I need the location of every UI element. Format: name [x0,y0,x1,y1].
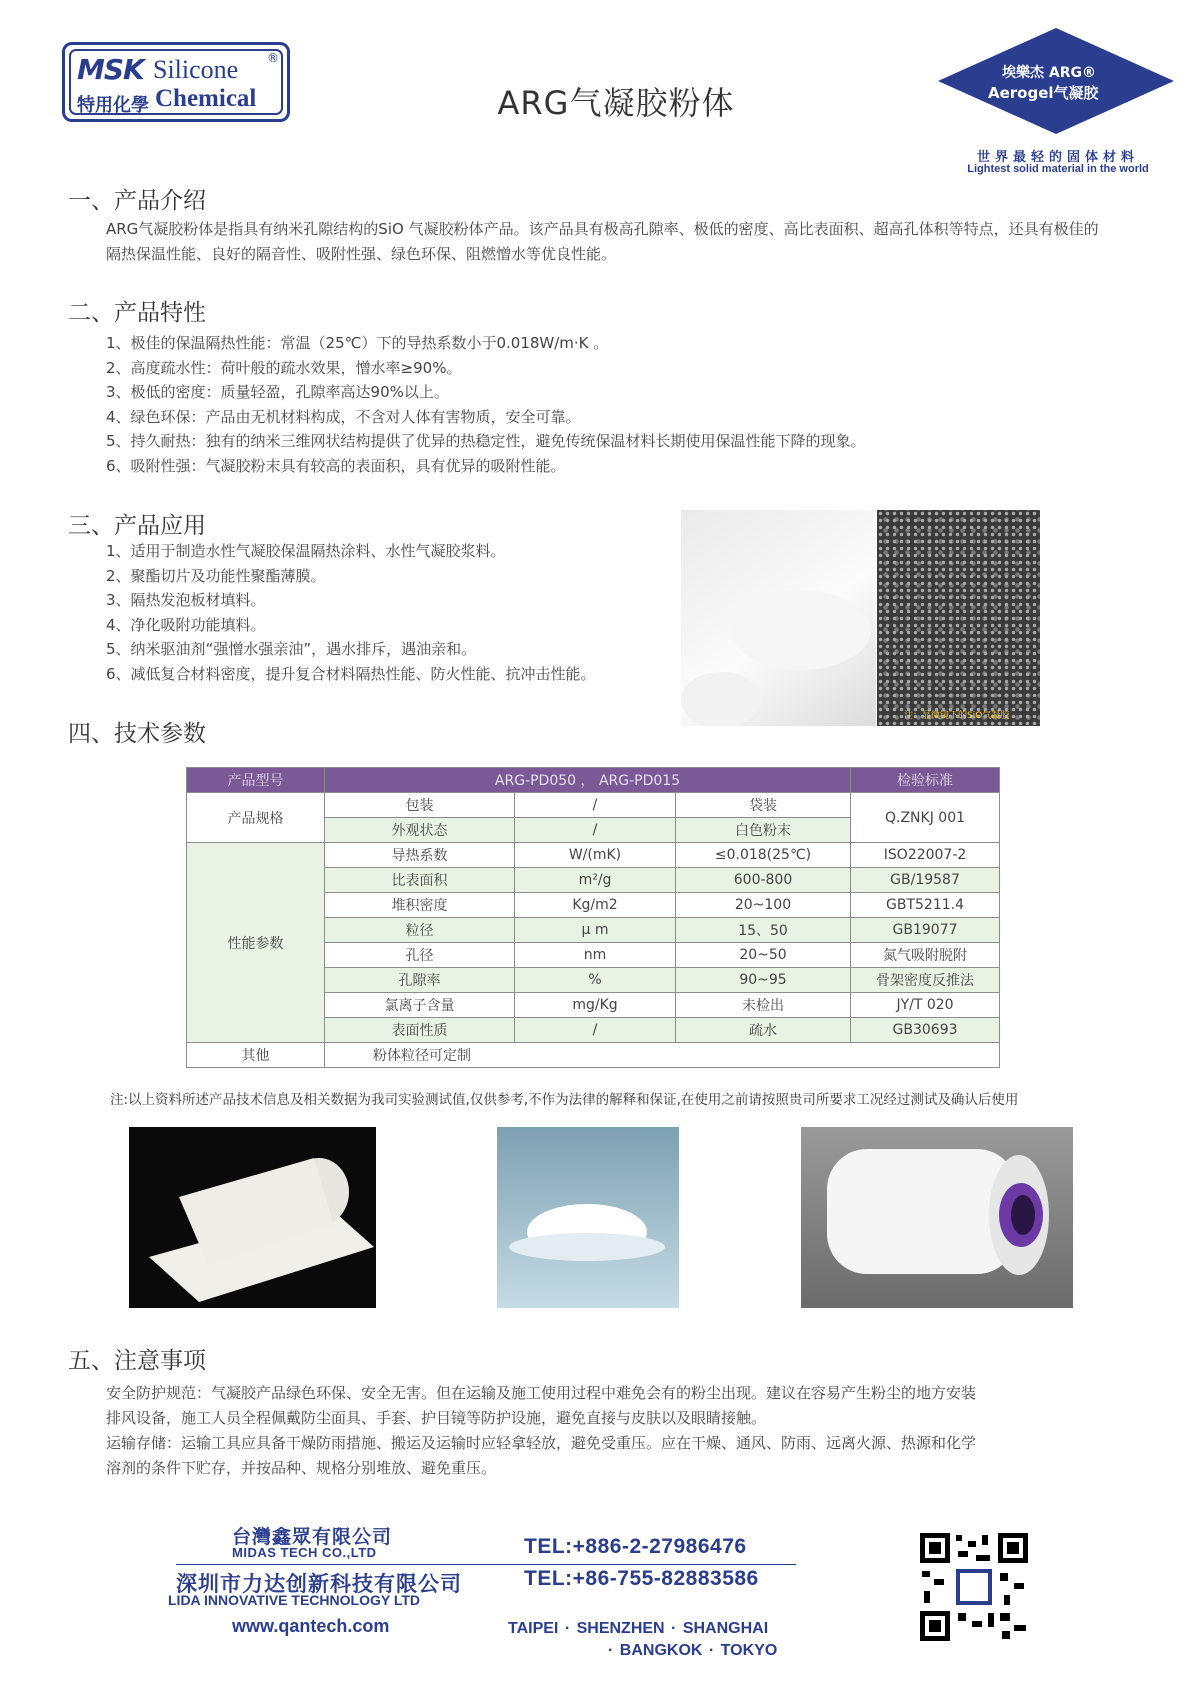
list-item: 2、聚酯切片及功能性聚酯薄膜。 [106,566,326,585]
table-row [187,1043,1000,1068]
list-item: 6、吸附性强：气凝胶粉末具有较高的表面积，具有优异的吸附性能。 [106,456,566,475]
cell-unit: W/(mK) [515,843,676,868]
list-item: 3、极低的密度：质量轻盈，孔隙率高达90%以上。 [106,383,449,401]
section-heading-applications: 三、产品应用 [68,513,206,539]
list-item: 1、适用于制造水性气凝胶保温隔热涂料、水性气凝胶浆料。 [106,542,506,560]
page-title: ARG气凝胶粉体 [497,84,735,122]
table-row [187,793,1000,818]
cell-item: 孔隙率 [325,968,515,993]
qr-code [920,1533,1028,1641]
cell-item: 堆积密度 [325,893,515,918]
list-item: 5、持久耐热：独有的纳米三维网状结构提供了优异的热稳定性，避免传统保温材料长期使用保温性能下降的现象。 [106,432,866,450]
company2-en: LIDA INNOVATIVE TECHNOLOGY LTD [168,1592,420,1608]
section-heading-cautions: 五、注意事项 [68,1348,206,1374]
cell-unit: m²/g [515,868,676,893]
header-standard-label: 检验标准 [851,768,1000,793]
company2-cn: 深圳市力达创新科技有限公司 [176,1572,462,1596]
cell-value: 未检出 [676,993,851,1018]
company1-cn: 台灣鑫眾有限公司 [232,1526,393,1548]
powder-pile-photo [497,1127,679,1308]
tel-taiwan: TEL:+886-2-27986476 [524,1535,747,1558]
list-item: 3、隔热发泡板材填料。 [106,591,266,609]
cell-unit: / [515,793,676,818]
cell-unit: / [515,1018,676,1043]
cell-unit: / [515,818,676,843]
section-heading-tech: 四、技术参数 [68,721,206,747]
cell-value: 90~95 [676,968,851,993]
cell-unit: Kg/m2 [515,893,676,918]
arg-logo [936,26,1176,136]
cell-unit: mg/Kg [515,993,676,1018]
applications-list [106,539,596,686]
cell-item: 孔径 [325,943,515,968]
header-model-label: 产品型号 [187,768,325,793]
list-item: 6、减低复合材料密度，提升复合材料隔热性能、防火性能、抗冲击性能。 [106,664,596,683]
list-item: 1、极佳的保温隔热性能：常温（25℃）下的导热系数小于0.018W/m·K 。 [106,334,609,352]
sem-micrograph [877,510,1040,726]
logo-silicone: Silicone [153,55,239,84]
section-heading-intro: 一、产品介绍 [68,188,206,214]
cell-value: 疏水 [676,1018,851,1043]
cell-value: 袋装 [676,793,851,818]
tech-spec-table [186,767,1000,1068]
cell-item: 表面性质 [325,1018,515,1043]
blanket-image [129,1127,376,1308]
cell-value: 600-800 [676,868,851,893]
features-list [106,331,866,478]
section-heading-features: 二、产品特性 [68,300,206,326]
cell-unit: nm [515,943,676,968]
cell-standard: 氮气吸附脱附 [851,943,1000,968]
yarn-spool-photo [801,1127,1073,1308]
powder-image [681,510,876,726]
qr-code-icon [920,1533,1028,1641]
cities-line2: · BANGKOK · TOKYO [608,1642,778,1659]
sem-caption: 注：显微镜下的SiO气凝胶 [904,711,1010,721]
footer-divider [176,1564,796,1565]
table-row [187,843,1000,868]
blanket-photo [129,1127,376,1308]
tagline-en: Lightest solid material in the world [967,163,1149,175]
cell-unit: μ m [515,918,676,943]
cell-standard: 骨架密度反推法 [851,968,1000,993]
cell-standard: GB/19587 [851,868,1000,893]
spec-group-label: 产品规格 [187,793,325,843]
tel-shenzhen: TEL:+86-755-82883586 [524,1567,759,1590]
cell-value: 白色粉末 [676,818,851,843]
table-header-row [187,768,1000,793]
tagline-cn: 世界最轻的固体材料 [976,150,1139,165]
website-link[interactable]: www.qantech.com [232,1616,390,1636]
cell-standard: ISO22007-2 [851,843,1000,868]
list-item: 2、高度疏水性：荷叶般的疏水效果，憎水率≥90%。 [106,358,462,377]
logo-right-sub: Aerogel气凝胶 [988,84,1099,102]
cities-line1: TAIPEI · SHENZHEN · SHANGHAI [508,1620,769,1637]
cell-value: 15、50 [676,918,851,943]
other-value: 粉体粒径可定制 [325,1043,1000,1068]
perf-group-label: 性能参数 [187,843,325,1043]
cell-item: 比表面积 [325,868,515,893]
cautions-safety-text: 安全防护规范：气凝胶产品绿色环保、安全无害。但在运输及施工使用过程中难免会有的粉尘出现。建议在容易产生粉尘的地方安装排风设备，施工人员全程佩戴防尘面具、手套、护目镜等防护设施，避免直接与皮肤以及眼睛接触。 [106,1384,977,1427]
list-item: 4、净化吸附功能填料。 [106,615,266,634]
list-item: 4、绿色环保：产品由无机材料构成，不含对人体有害物质，安全可靠。 [106,407,581,426]
logo-chemical: Chemical [155,85,257,112]
company1-en: MIDAS TECH CO.,LTD [232,1545,377,1560]
cell-standard: GB19077 [851,918,1000,943]
cell-value: 20~50 [676,943,851,968]
cautions-storage-text: 运输存储：运输工具应具备干燥防雨措施、搬运及运输时应轻拿轻放，避免受重压。应在干燥、通风、防雨、远离火源、热源和化学溶剂的条件下贮存，并按品种、规格分别堆放、避免重压。 [106,1434,977,1477]
list-item: 5、纳米驱油剂“强憎水强亲油”，遇水排斥，遇油亲和。 [106,640,477,658]
intro-text: ARG气凝胶粉体是指具有纳米孔隙结构的SiO 气凝胶粉体产品。该产品具有极高孔隙率、极低的密度、高比表面积、超高孔体积等特点，还具有极佳的隔热保温性能、良好的隔音性、吸附性强、绿色环保、阻燃憎水等优良性能。 [106,220,1099,263]
cell-item: 包装 [325,793,515,818]
cell-item: 氯离子含量 [325,993,515,1018]
cell-standard: GBT5211.4 [851,893,1000,918]
cell-standard: JY/T 020 [851,993,1000,1018]
cell-unit: % [515,968,676,993]
yarn-spool-image [801,1127,1073,1308]
cell-value: 20~100 [676,893,851,918]
cell-item: 外观状态 [325,818,515,843]
spec-standard: Q.ZNKJ 001 [851,793,1000,843]
logo-registered: ® [267,51,279,65]
logo-right-brand: 埃樂杰 ARG® [1002,65,1096,81]
logo-msk: MSK [77,53,144,86]
logo-cn: 特用化學 [77,95,149,116]
cell-item: 粒径 [325,918,515,943]
powder-photo [681,510,876,726]
disclaimer-note: 注:以上资料所述产品技术信息及相关数据为我司实验测试值,仅供参考,不作为法律的解释和保证,在使用之前请按照贵司所要求工况经过测试及确认后使用 [110,1092,1019,1108]
cell-standard: GB30693 [851,1018,1000,1043]
header-models: ARG-PD050 ， ARG-PD015 [325,768,851,793]
cell-item: 导热系数 [325,843,515,868]
powder-pile-image [497,1127,679,1308]
cell-value: ≤0.018(25℃) [676,843,851,868]
other-label: 其他 [187,1043,325,1068]
